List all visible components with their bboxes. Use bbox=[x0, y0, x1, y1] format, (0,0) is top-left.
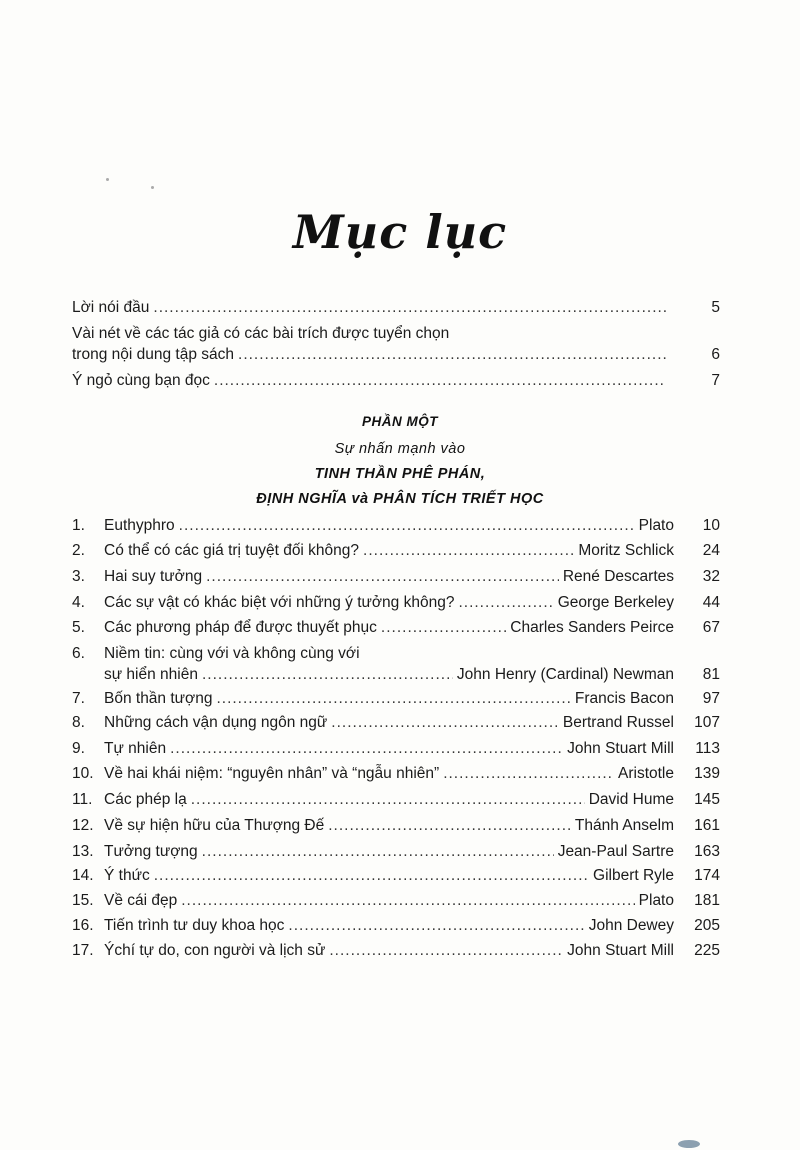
toc-item[interactable] bbox=[72, 816, 720, 836]
toc-item[interactable] bbox=[72, 689, 720, 709]
item-page: 107 bbox=[694, 714, 720, 731]
dot-leader bbox=[328, 816, 571, 836]
item-title: Euthyphro bbox=[104, 517, 175, 534]
item-title: Về cái đẹp bbox=[104, 892, 178, 909]
dot-leader bbox=[329, 941, 563, 961]
item-number: 2. bbox=[72, 542, 85, 559]
item-page: 161 bbox=[694, 817, 720, 834]
speck bbox=[151, 186, 154, 189]
item-page: 145 bbox=[694, 791, 720, 808]
toc-item[interactable] bbox=[72, 713, 720, 733]
toc-item[interactable] bbox=[72, 618, 720, 638]
item-author: Plato bbox=[638, 892, 674, 909]
item-page: 113 bbox=[695, 740, 720, 757]
dot-leader bbox=[191, 790, 585, 810]
dot-leader bbox=[288, 916, 584, 936]
item-title: Tự nhiên bbox=[104, 740, 167, 757]
item-title: Các sự vật có khác biệt với những ý tưởng không? bbox=[104, 594, 455, 611]
entry-title-line1: Vài nét về các tác giả có các bài trích được tuyển chọn bbox=[72, 325, 450, 342]
item-title: Hai suy tưởng bbox=[104, 568, 203, 585]
speck bbox=[106, 178, 109, 181]
item-page: 10 bbox=[702, 517, 720, 534]
item-author: Francis Bacon bbox=[574, 690, 674, 707]
item-title: Về sự hiện hữu của Thượng Đế bbox=[104, 817, 325, 834]
item-author: Jean-Paul Sartre bbox=[557, 843, 674, 860]
item-title: Ýchí tự do, con người và lịch sử bbox=[104, 942, 326, 959]
item-number-6: 6. bbox=[72, 645, 85, 662]
item-author: John Dewey bbox=[588, 917, 674, 934]
item-number: 9. bbox=[72, 740, 85, 757]
item-number: 3. bbox=[72, 568, 85, 585]
dot-leader bbox=[238, 345, 666, 365]
dot-leader bbox=[153, 298, 666, 318]
item-author: John Stuart Mill bbox=[567, 740, 674, 757]
item-title: Về hai khái niệm: “nguyên nhân” và “ngẫu nhiên” bbox=[104, 765, 440, 782]
toc-item[interactable] bbox=[72, 866, 720, 886]
item-page: 32 bbox=[702, 568, 720, 585]
item-title: sự hiển nhiên bbox=[104, 666, 198, 683]
page-title: Mục lục bbox=[292, 205, 508, 259]
item-page: 139 bbox=[694, 765, 720, 782]
item-author: Thánh Anselm bbox=[574, 817, 674, 834]
item-number: 13. bbox=[72, 843, 94, 860]
item-author: Moritz Schlick bbox=[578, 542, 674, 559]
dot-leader bbox=[202, 665, 453, 685]
dot-leader bbox=[443, 764, 614, 784]
item-number: 17. bbox=[72, 942, 94, 959]
item-title-line1: Niềm tin: cùng với và không cùng với bbox=[104, 645, 360, 662]
dot-leader bbox=[170, 739, 563, 759]
item-page: 205 bbox=[694, 917, 720, 934]
toc-item[interactable] bbox=[72, 593, 720, 613]
ink-smudge bbox=[678, 1140, 700, 1148]
toc-entry-reader-note[interactable] bbox=[72, 371, 720, 391]
item-page: 67 bbox=[702, 619, 720, 636]
item-number: 5. bbox=[72, 619, 85, 636]
toc-entry-preface[interactable] bbox=[72, 298, 720, 318]
dot-leader bbox=[181, 891, 634, 911]
item-title: Các phép lạ bbox=[104, 791, 187, 808]
toc-item[interactable] bbox=[72, 665, 720, 685]
item-title: Tưởng tượng bbox=[104, 843, 198, 860]
entry-title: Lời nói đầu bbox=[72, 299, 150, 316]
dot-leader bbox=[206, 567, 559, 587]
item-number: 4. bbox=[72, 594, 85, 611]
item-author: René Descartes bbox=[562, 568, 674, 585]
item-page: 97 bbox=[702, 690, 720, 707]
item-page: 181 bbox=[694, 892, 720, 909]
item-number: 11. bbox=[72, 791, 93, 808]
section-part-label: PHẦN MỘT bbox=[362, 414, 438, 429]
dot-leader bbox=[331, 713, 559, 733]
item-number: 10. bbox=[72, 765, 94, 782]
dot-leader bbox=[179, 516, 635, 536]
dot-leader bbox=[216, 689, 570, 709]
item-page: 163 bbox=[694, 843, 720, 860]
item-author: John Henry (Cardinal) Newman bbox=[456, 666, 674, 683]
toc-item[interactable] bbox=[72, 891, 720, 911]
item-number: 8. bbox=[72, 714, 85, 731]
section-heading-line2: TINH THẦN PHÊ PHÁN, bbox=[314, 466, 486, 482]
dot-leader bbox=[363, 541, 574, 561]
item-author: Bertrand Russel bbox=[562, 714, 674, 731]
entry-title: Ý ngỏ cùng bạn đọc bbox=[72, 372, 210, 389]
item-number: 16. bbox=[72, 917, 94, 934]
section-heading-line1: Sự nhấn mạnh vào bbox=[334, 441, 466, 457]
item-author: Charles Sanders Peirce bbox=[510, 619, 674, 636]
dot-leader bbox=[202, 842, 554, 862]
toc-item[interactable] bbox=[72, 567, 720, 587]
toc-item[interactable] bbox=[72, 516, 720, 536]
dot-leader bbox=[154, 866, 589, 886]
entry-page: 5 bbox=[711, 299, 720, 316]
item-title: Các phương pháp để được thuyết phục bbox=[104, 619, 377, 636]
item-page: 225 bbox=[694, 942, 720, 959]
toc-item[interactable] bbox=[72, 739, 720, 759]
entry-title: trong nội dung tập sách bbox=[72, 346, 235, 363]
item-page: 24 bbox=[702, 542, 720, 559]
entry-page: 7 bbox=[711, 372, 720, 389]
item-title: Có thể có các giá trị tuyệt đối không? bbox=[104, 542, 360, 559]
dot-leader bbox=[458, 593, 553, 613]
entry-page: 6 bbox=[711, 346, 720, 363]
toc-item[interactable] bbox=[72, 764, 720, 784]
item-author: Aristotle bbox=[618, 765, 674, 782]
toc-item[interactable] bbox=[72, 842, 720, 862]
toc-item[interactable] bbox=[72, 916, 720, 936]
item-number: 7. bbox=[72, 690, 85, 707]
item-page: 44 bbox=[702, 594, 720, 611]
dot-leader bbox=[214, 371, 666, 391]
toc-item[interactable] bbox=[72, 541, 720, 561]
item-number: 14. bbox=[72, 867, 94, 884]
item-page: 174 bbox=[694, 867, 720, 884]
toc-item[interactable] bbox=[72, 790, 720, 810]
item-author: David Hume bbox=[588, 791, 674, 808]
item-page: 81 bbox=[702, 666, 720, 683]
item-title: Tiến trình tư duy khoa học bbox=[104, 917, 285, 934]
item-number: 15. bbox=[72, 892, 94, 909]
section-heading-line3: ĐỊNH NGHĨA và PHÂN TÍCH TRIẾT HỌC bbox=[256, 491, 544, 507]
item-author: Plato bbox=[638, 517, 674, 534]
item-author: John Stuart Mill bbox=[567, 942, 674, 959]
item-number: 1. bbox=[72, 517, 85, 534]
item-number: 12. bbox=[72, 817, 94, 834]
item-author: George Berkeley bbox=[557, 594, 674, 611]
item-title: Bốn thần tượng bbox=[104, 690, 213, 707]
item-title: Ý thức bbox=[104, 867, 150, 884]
item-author: Gilbert Ryle bbox=[593, 867, 674, 884]
item-title: Những cách vận dụng ngôn ngữ bbox=[104, 714, 328, 731]
dot-leader bbox=[381, 618, 506, 638]
toc-entry-authors[interactable] bbox=[72, 345, 720, 365]
toc-item[interactable] bbox=[72, 941, 720, 961]
